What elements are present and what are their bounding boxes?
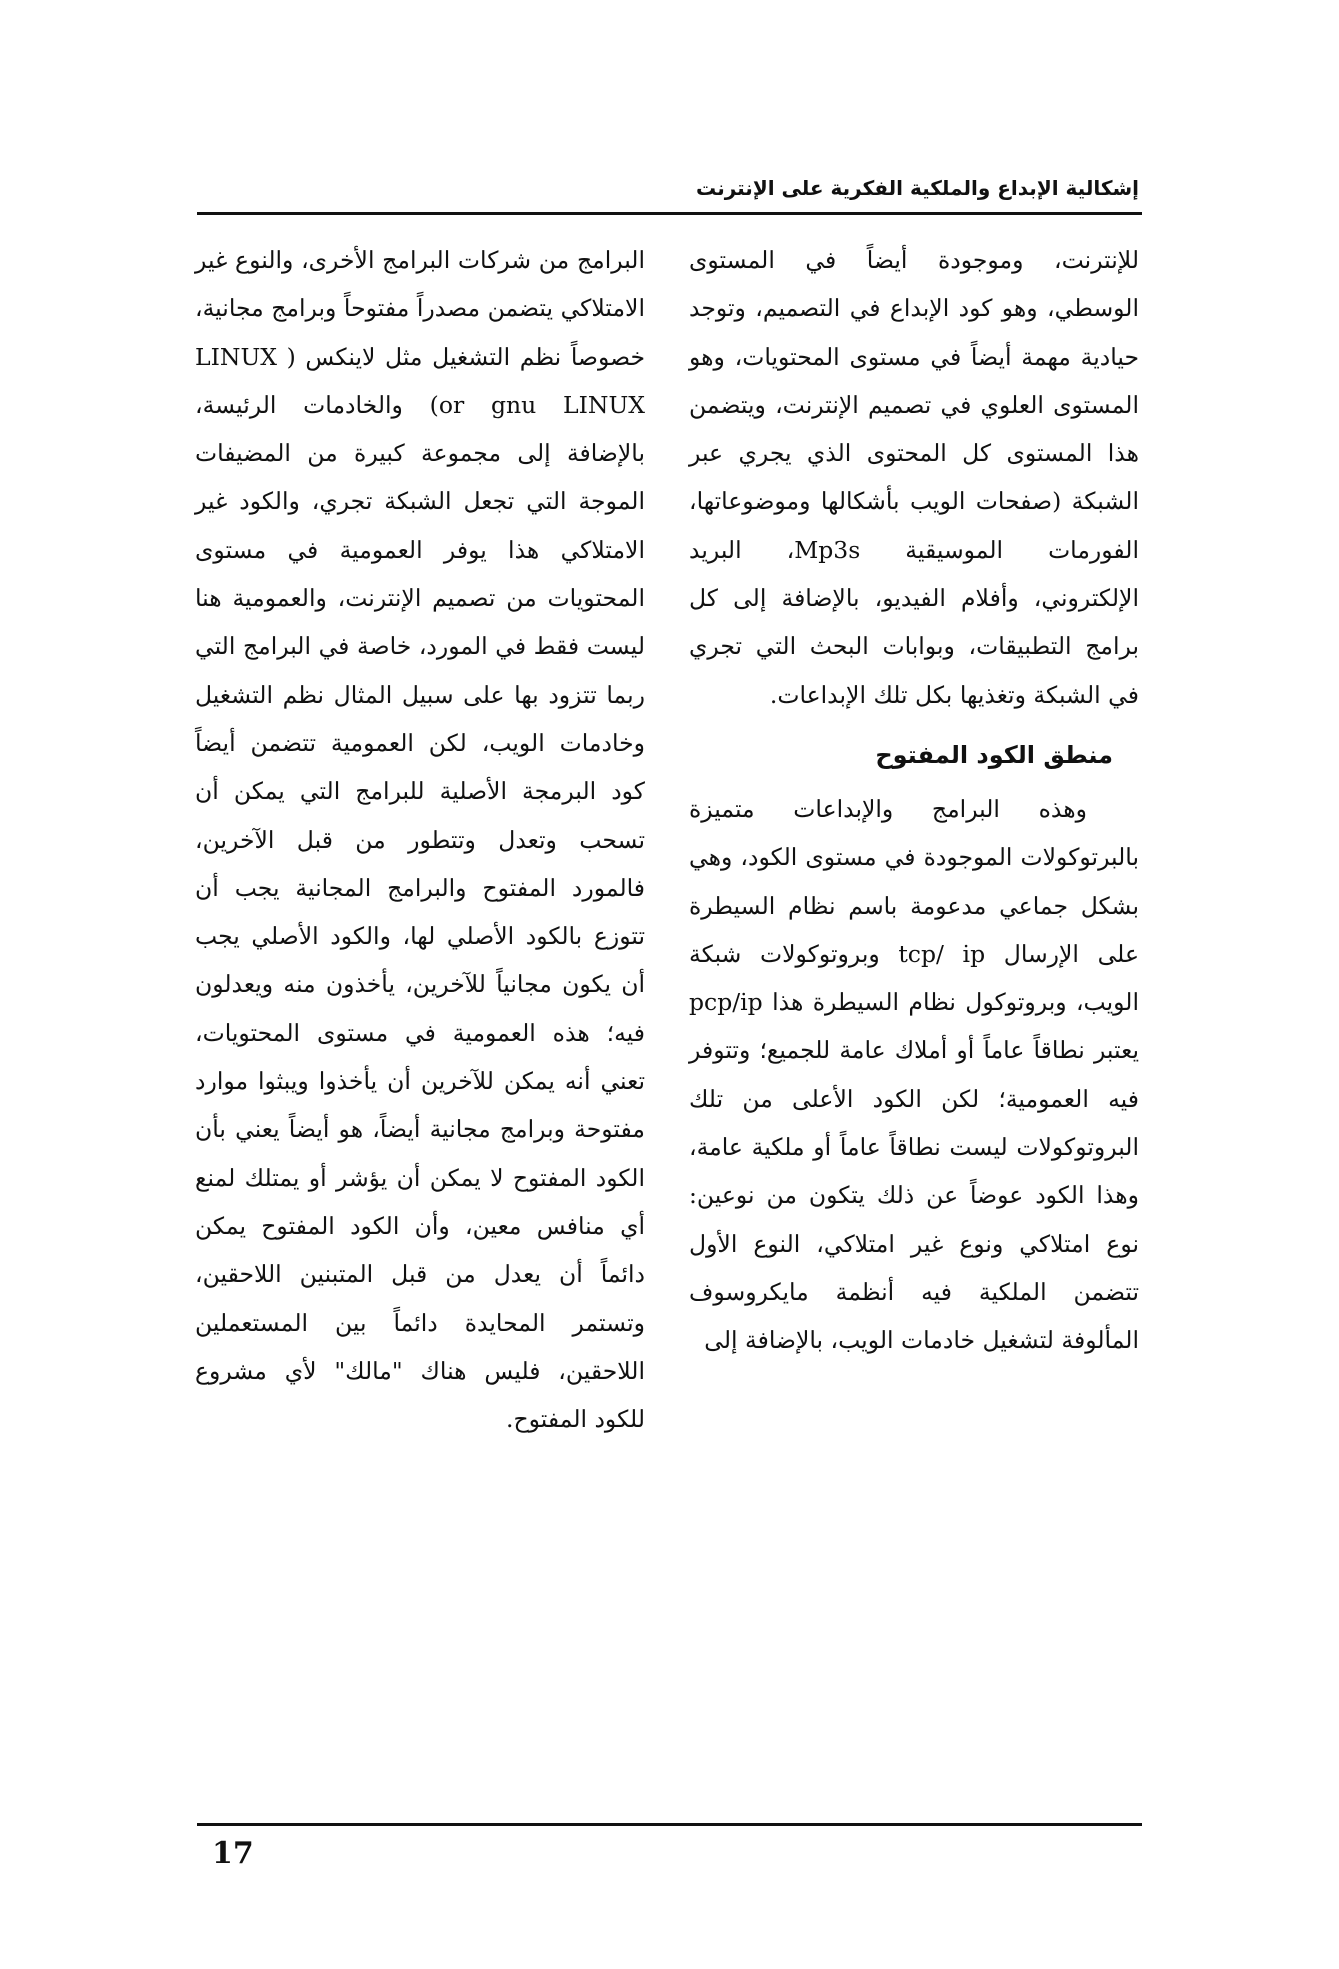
- running-header-title: إشكالية الإبداع والملكية الفكرية على الإنترنت: [696, 176, 1139, 200]
- page-number: 17: [212, 1836, 254, 1871]
- right-paragraph-2: وهذه البرامج والإبداعات متميزة بالبرتوكولات الموجودة في مستوى الكود، وهي بشكل جماعي مدعومة باسم نظام السيطرة على الإرسال tcp/ ip وبروتوكولات شبكة الويب، وبروتوكول نظام السيطرة هذا pcp/ip يعتبر نطاقاً عاماً أو أملاك عامة للجميع؛ وتتوفر فيه العمومية؛ لكن الكود الأعلى من تلك البروتوكولات ليست نطاقاً عاماً أو ملكية عامة، وهذا الكود عوضاً عن ذلك يتكون من نوعين: نوع امتلاكي ونوع غير امتلاكي، النوع الأول تتضمن الملكية فيه أنظمة مايكروسوف المألوفة لتشغيل خادمات الويب، بالإضافة إلى: [689, 794, 1139, 1355]
- footer-rule: [197, 1823, 1142, 1826]
- left-text-column: [195, 236, 645, 1443]
- section-heading: منطق الكود المفتوح: [875, 740, 1113, 769]
- right-paragraph-1: للإنترنت، وموجودة أيضاً في المستوى الوسطي، وهو كود الإبداع في التصميم، وتوجد حيادية مهمة أيضاً في مستوى المحتويات، وهو المستوى العلوي في تصميم الإنترنت، ويتضمن هذا المستوى كل المحتوى الذي يجري عبر الشبكة (صفحات الويب بأشكالها وموضوعاتها، الفورمات الموسيقية Mp3s، البريد الإلكتروني، وأفلام الفيديو، بالإضافة إلى كل برامج التطبيقات، وبوابات البحث التي تجري في الشبكة وتغذيها بكل تلك الإبداعات.: [689, 246, 1140, 709]
- right-text-column: [689, 236, 1139, 1365]
- header-rule: [197, 212, 1142, 215]
- left-paragraph-1: البرامج من شركات البرامج الأخرى، والنوع غير الامتلاكي يتضمن مصدراً مفتوحاً وبرامج مجانية، خصوصاً نظم التشغيل مثل لاينكس ( LINUX or gnu LINUX) والخادمات الرئيسة، بالإضافة إلى مجموعة كبيرة من المضيفات الموجة التي تجعل الشبكة تجري، والكود غير الامتلاكي هذا يوفر العمومية في مستوى المحتويات من تصميم الإنترنت، والعمومية هنا ليست فقط في المورد، خاصة في البرامج التي ربما تتزود بها على سبيل المثال نظم التشغيل وخادمات الويب، لكن العمومية تتضمن أيضاً كود البرمجة الأصلية للبرامج التي يمكن أن تسحب وتعدل وتتطور من قبل الآخرين، فالمورد المفتوح والبرامج المجانية يجب أن تتوزع بالكود الأصلي لها، والكود الأصلي يجب أن يكون مجانياً للآخرين، يأخذون منه ويعدلون فيه؛ هذه العمومية في مستوى المحتويات، تعني أنه يمكن للآخرين أن يأخذوا ويبثوا موارد مفتوحة وبرامج مجانية أيضاً، هو أيضاً يعني بأن الكود المفتوح لا يمكن أن يؤشر أو يمتلك لمنع أي منافس معين، وأن الكود المفتوح يمكن دائماً أن يعدل من قبل المتبنين اللاحقين، وتستمر المحايدة دائماً بين المستعملين اللاحقين، فليس هناك "مالك" لأي مشروع للكود المفتوح.: [195, 246, 645, 1434]
